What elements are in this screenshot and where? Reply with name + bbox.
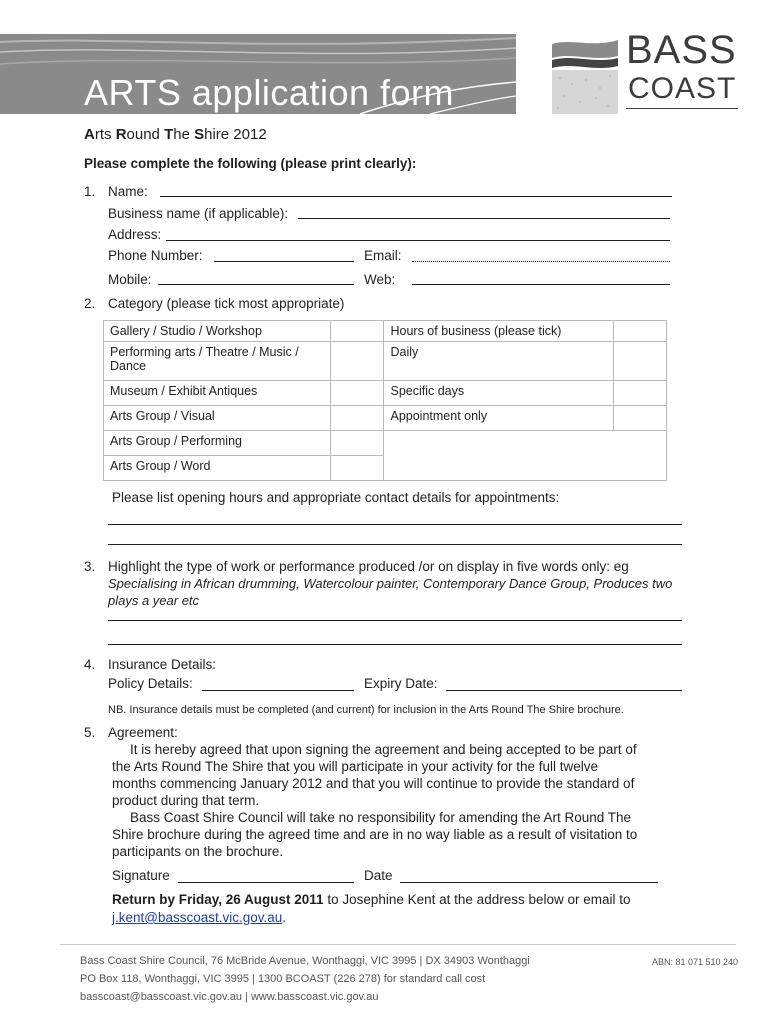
table-row [104,381,667,406]
address-field[interactable] [166,240,670,241]
table-row [104,321,667,342]
category-label: Arts Group / Visual [104,406,331,431]
email-field[interactable] [412,261,670,262]
form-title: ARTS application form [84,72,454,113]
hours-tick-box[interactable] [613,406,666,431]
hours-tick-box[interactable] [613,342,666,381]
expiry-date-label: Expiry Date: [364,676,438,691]
business-name-field[interactable] [298,218,670,219]
category-tick-box[interactable] [331,406,384,431]
address-label: Address: [108,227,162,242]
work-type-line-1[interactable] [108,620,682,621]
logo-text-bass: BASS [626,28,737,72]
footer-postal: PO Box 118, Wonthaggi, VIC 3995 | 1300 BCOAST (226 278) for standard call cost [80,973,486,985]
logo-underline [626,108,738,109]
name-field[interactable] [160,196,672,197]
mobile-label: Mobile: [108,272,152,287]
table-row [104,342,667,381]
category-tick-box[interactable] [331,456,384,481]
hours-tick-box-header [613,321,666,342]
form-instruction: Please complete the following (please print clearly): [84,156,417,171]
empty-cell [384,431,667,481]
logo-text-coast: COAST [628,72,737,105]
category-label: Arts Group / Performing [104,431,331,456]
email-label: Email: [364,248,402,263]
insurance-heading: Insurance Details: [108,657,217,672]
footer-web: basscoast@basscoast.vic.gov.au | www.basscoast.vic.gov.au [80,991,379,1003]
form-subtitle: Arts Round The Shire 2012 [84,126,267,143]
category-label: Gallery / Studio / Workshop [104,321,331,342]
category-label: Museum / Exhibit Antiques [104,381,331,406]
expiry-date-field[interactable] [446,690,682,691]
agreement-text: Shire brochure during the agreed time and are in no way liable as a result of visitation to [112,827,638,842]
category-tick-box[interactable] [331,431,384,456]
return-email-link[interactable]: j.kent@basscoast.vic.gov.au [112,910,283,925]
business-name-label: Business name (if applicable): [108,206,289,221]
work-type-line-2[interactable] [108,644,682,645]
hours-label: Specific days [384,381,613,406]
work-type-question: Highlight the type of work or performance produced /or on display in five words only: eg [108,559,629,574]
section1-number: 1. [84,184,96,199]
hours-label: Daily [384,342,613,381]
date-field[interactable] [400,882,658,883]
web-label: Web: [364,272,396,287]
section5-number: 5. [84,725,96,740]
return-email-line: j.kent@basscoast.vic.gov.au. [112,910,287,925]
signature-label: Signature [112,868,170,883]
return-instruction: Return by Friday, 26 August 2011 to Josephine Kent at the address below or email to [112,892,631,907]
signature-field[interactable] [178,882,354,883]
agreement-text: the Arts Round The Shire that you will participate in your activity for the full twelve [112,759,598,774]
section3-number: 3. [84,559,96,574]
category-table [103,320,667,481]
category-label: Arts Group / Word [104,456,331,481]
agreement-text: It is hereby agreed that upon signing the agreement and being accepted to be part of [130,742,637,757]
hours-label: Appointment only [384,406,613,431]
hours-heading: Hours of business (please tick) [384,321,613,342]
agreement-text: Bass Coast Shire Council will take no responsibility for amending the Art Round The [130,810,632,825]
category-tick-box[interactable] [331,342,384,381]
work-type-example-1: Specialising in African drumming, Watercolour painter, Contemporary Dance Group, Produces two [108,576,673,591]
agreement-text: months commencing January 2012 and that you will continue to provide the standard of [112,776,635,791]
agreement-text: product during that term. [112,793,260,808]
category-heading: Category (please tick most appropriate) [108,296,345,311]
policy-details-label: Policy Details: [108,676,193,691]
agreement-heading: Agreement: [108,725,178,740]
table-row [104,406,667,431]
category-tick-box[interactable] [331,381,384,406]
work-type-example-2: plays a year etc [108,593,200,608]
phone-label: Phone Number: [108,248,203,263]
hours-tick-box[interactable] [613,381,666,406]
opening-hours-line-1[interactable] [108,524,682,525]
footer-divider [60,944,736,945]
section2-number: 2. [84,296,96,311]
phone-field[interactable] [214,261,354,262]
web-field[interactable] [412,284,670,285]
footer-address: Bass Coast Shire Council, 76 McBride Avenue, Wonthaggi, VIC 3995 | DX 34903 Wonthaggi [80,955,530,967]
opening-hours-note: Please list opening hours and appropriate contact details for appointments: [112,490,560,505]
date-label: Date [364,868,393,883]
bass-coast-logo-mark [552,34,618,114]
agreement-text: participants on the brochure. [112,844,284,859]
mobile-field[interactable] [158,284,354,285]
name-label: Name: [108,184,148,199]
category-tick-box[interactable] [331,321,384,342]
footer-abn: ABN: 81 071 510 240 [652,957,739,967]
insurance-note: NB. Insurance details must be completed (and current) for inclusion in the Arts Round The Shire brochure. [108,704,624,716]
table-row [104,431,667,456]
category-label: Performing arts / Theatre / Music / Dance [104,342,331,381]
opening-hours-line-2[interactable] [108,544,682,545]
section4-number: 4. [84,657,96,672]
policy-details-field[interactable] [202,690,354,691]
